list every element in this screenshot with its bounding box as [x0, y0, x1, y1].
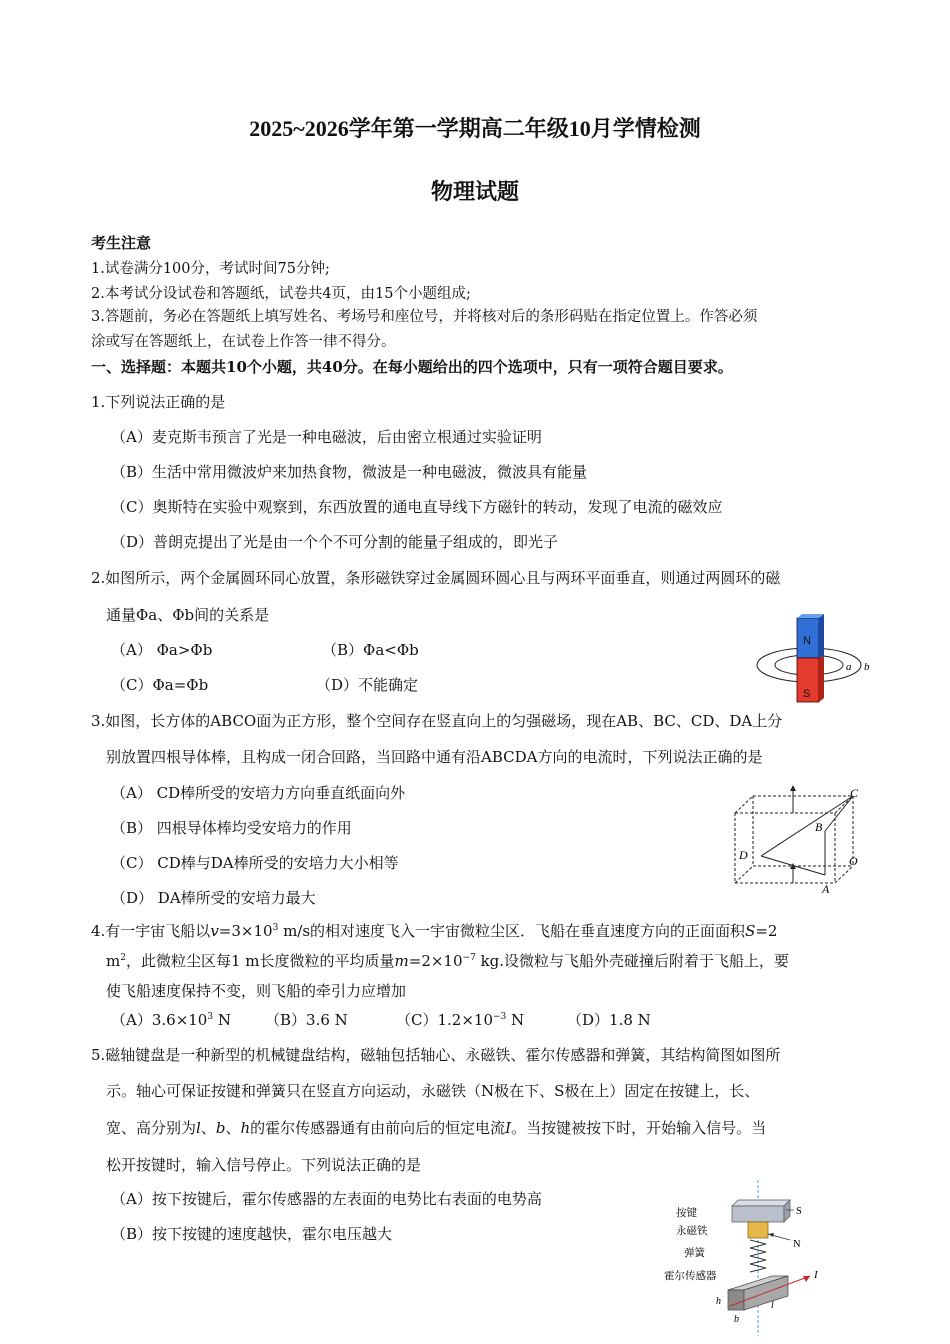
q2-option-a: （A） Φa>Φb [111, 641, 213, 659]
q3-cuboid-figure [725, 783, 870, 898]
q5-line-1: 5.磁轴键盘是一种新型的机械键盘结构，磁轴包括轴心、永磁铁、霍尔传感器和弹簧，其结构简图如图所 [91, 1046, 781, 1064]
q5-option-b: （B）按下按键的速度越快，霍尔电压越大 [111, 1225, 393, 1243]
label-s: S [796, 1206, 802, 1217]
q5-option-a: （A）按下按键后，霍尔传感器的左表面的电势比右表面的电势高 [111, 1190, 542, 1208]
key-top [732, 1200, 790, 1206]
q5-line-2: 示。轴心可保证按键和弹簧只在竖直方向运动，永磁铁（N极在下、S极在上）固定在按键上，长、 [106, 1082, 760, 1100]
notice-item-3-cont: 涂或写在答题纸上，在试卷上作答一律不得分。 [91, 334, 396, 350]
q4-option-c: $(C)1.2\times 10^{-3}$ N [396, 1011, 525, 1029]
edge [735, 866, 753, 883]
notice-item-3: 3.答题前，务必在答题纸上填写姓名、考场号和座位号，并将核对后的条形码贴在指定位置上。作答必须 [91, 309, 758, 325]
q3-stem-cont: 别放置四根导体棒，且构成一闭合回路，当回路中通有沿ABCDA方向的电流时，下列说法正确的是 [106, 748, 763, 766]
notice-heading: 考生注意 [91, 234, 152, 252]
magnet-block [748, 1222, 768, 1238]
sensor-front [728, 1290, 744, 1310]
q4-line-2: $m^2$，此微粒尘区每1 m长度微粒的平均质量$m=2\times 10^{-7}$ kg.设微粒与飞船外壳碰撞后附着于飞船上，要 [106, 952, 790, 970]
label-n: N [793, 1239, 801, 1250]
q4-option-a: $(A)3.6\times 10^3$ N [111, 1011, 231, 1029]
q2-stem: 2.如图所示，两个金属圆环同心放置，条形磁铁穿过金属圆环圆心且与两环平面垂直，则通过两圆环的磁 [91, 569, 781, 587]
label-b: b [864, 661, 870, 673]
label-s: S [803, 688, 811, 700]
magnet-north-side [819, 614, 824, 658]
q2-option-d: （D）不能确定 [316, 676, 419, 694]
field-arrowhead-top [790, 785, 796, 791]
q1-stem: 1.下列说法正确的是 [91, 393, 226, 411]
q3-stem: 3.如图，长方体的ABCO面为正方形，整个空间存在竖直向上的匀强磁场，现在AB、BC、CD、DA上分 [91, 712, 783, 730]
edge [735, 796, 753, 813]
label-c: C [850, 786, 859, 800]
exam-subtitle: 物理试题 [430, 179, 519, 204]
section-heading: 一、选择题：本题共10个小题，共40分。在每小题给出的四个选项中，只有一项符合题目要求。 [91, 358, 733, 376]
label-sensor: 霍尔传感器 [664, 1270, 717, 1282]
q3-option-a: （A） CD棒所受的安培力方向垂直纸面向外 [111, 784, 406, 802]
label-a: A [822, 882, 830, 896]
rod-cd [761, 796, 853, 856]
magnet-south-side [819, 656, 824, 702]
label-key: 按键 [676, 1207, 697, 1219]
q2-magnet-rings-figure [755, 610, 880, 705]
label-i: I [814, 1269, 818, 1281]
label-n: N [803, 635, 811, 647]
q3-option-b: （B） 四根导体棒均受安培力的作用 [111, 819, 352, 837]
q1-option-c: （C）奥斯特在实验中观察到，东西放置的通电直导线下方磁针的转动，发现了电流的磁效应 [111, 498, 723, 516]
q1-option-d: （D）普朗克提出了光是由一个个不可分割的能量子组成的，即光子 [111, 533, 559, 551]
label-l: l [771, 1300, 774, 1311]
current-arrowhead [803, 1276, 810, 1282]
key-block [732, 1206, 784, 1222]
exam-title: 2025~2026学年第一学期高二年级10月学情检测 [249, 116, 701, 141]
label-h: h [716, 1296, 721, 1307]
q4-line-1: 4.有一宇宙飞船以$v=3\times 10^3$ m/s的相对速度飞入一宇宙微粒尘区．飞船在垂直速度方向的正面面积S=2 [91, 922, 778, 940]
label-b: B [815, 820, 823, 834]
q2-stem-cont: 通量Φa、Φb间的关系是 [106, 606, 270, 624]
q2-option-b: （B）Φa<Φb [322, 641, 419, 659]
label-spring: 弹簧 [684, 1247, 705, 1259]
label-b: b [734, 1314, 739, 1325]
q5-magnetic-switch-figure [660, 1178, 830, 1338]
pointer-n-arrowhead [768, 1233, 774, 1237]
label-magnet: 永磁铁 [676, 1225, 708, 1237]
q5-line-4: 松开按键时，输入信号停止。下列说法正确的是 [106, 1156, 422, 1174]
q3-option-c: （C） CD棒与DA棒所受的安培力大小相等 [111, 854, 399, 872]
q1-option-a: （A）麦克斯韦预言了光是一种电磁波，后由密立根通过实验证明 [111, 428, 542, 446]
q4-option-b: （B）3.6 N [265, 1011, 348, 1029]
edge [835, 866, 853, 883]
notice-item-1: 1.试卷满分100分，考试时间75分钟; [91, 261, 330, 277]
q5-line-3: 宽、高分别为l、b、h的霍尔传感器通有由前向后的恒定电流I。当按键被按下时，开始输入信号。当 [106, 1119, 767, 1137]
q3-option-d: （D） DA棒所受的安培力最大 [111, 889, 316, 907]
label-o: O [849, 854, 858, 868]
notice-item-2: 2.本考试分设试卷和答题纸，试卷共4页，由15个小题组成; [91, 286, 471, 302]
q1-option-b: （B）生活中常用微波炉来加热食物，微波是一种电磁波，微波具有能量 [111, 463, 588, 481]
q2-option-c: （C）Φa=Φb [111, 676, 209, 694]
label-d: D [739, 848, 748, 862]
q4-line-3: 使飞船速度保持不变，则飞船的牵引力应增加 [106, 982, 407, 1000]
label-a: a [846, 661, 852, 673]
rod-bc [825, 796, 853, 831]
q4-option-d: （D）1.8 N [567, 1011, 651, 1029]
